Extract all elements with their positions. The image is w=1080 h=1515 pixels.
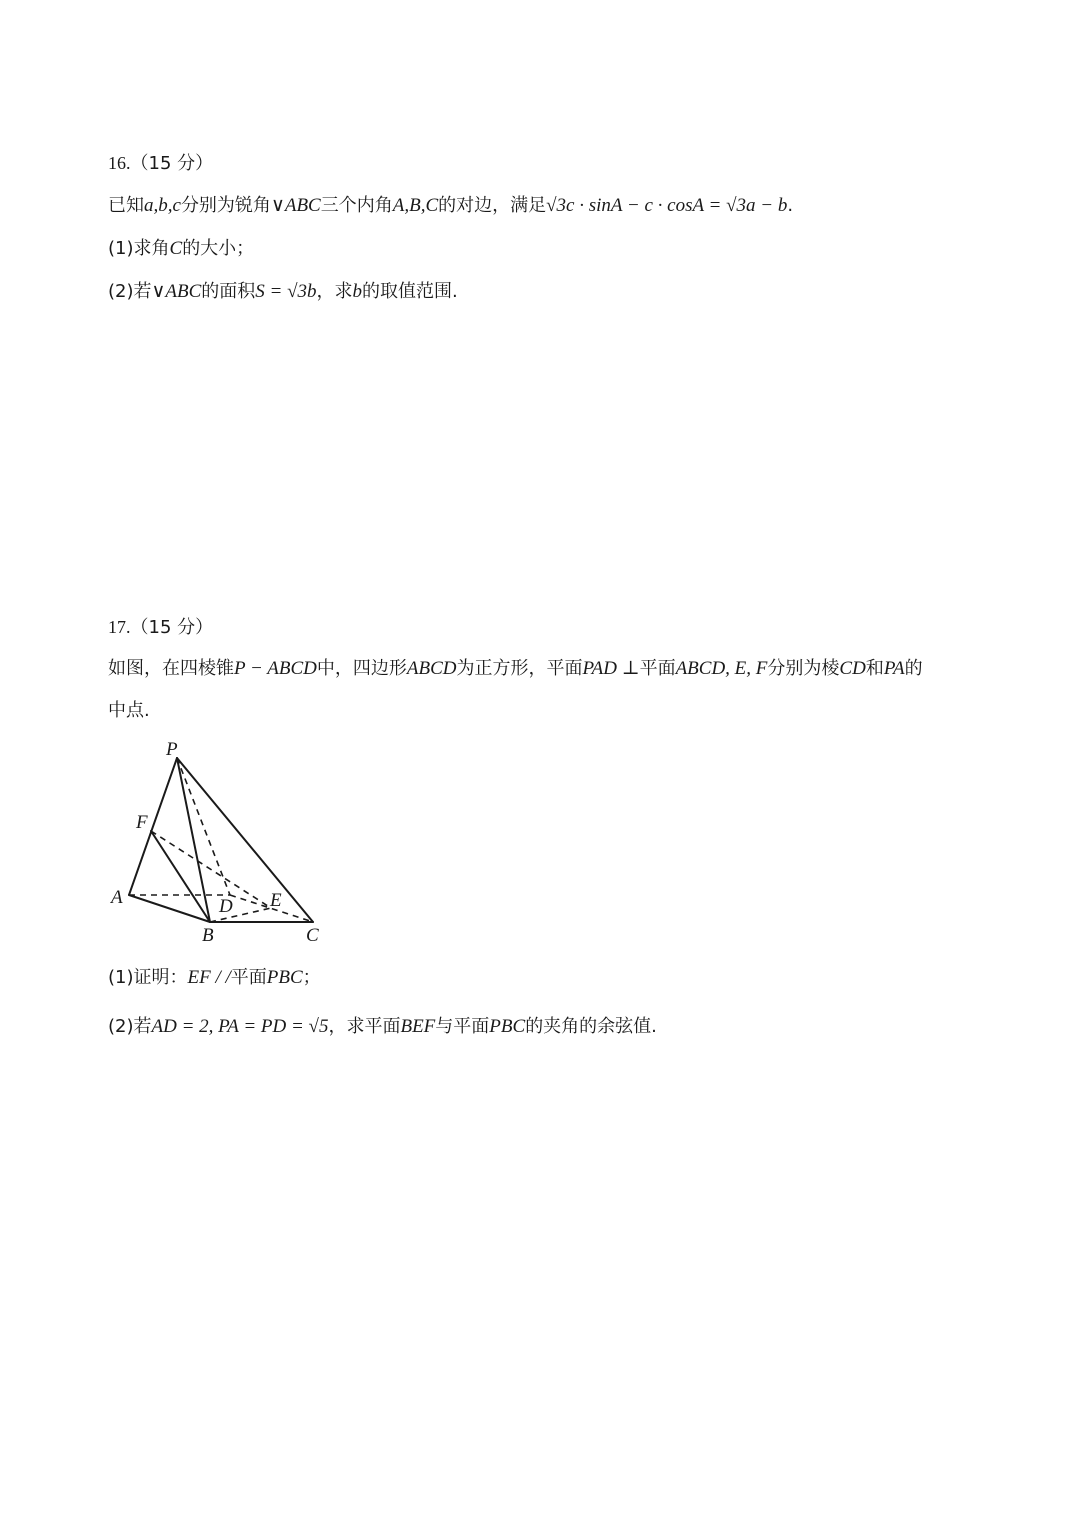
label-e: E [270,890,282,911]
edge-pc [177,758,313,922]
q17-part2-math-pbc: PBC [489,1016,526,1037]
q17-part1-math-pbc: PBC [266,967,303,988]
q16-part2-formula: S = √3b [255,281,317,302]
q17-part1-text-3: ； [302,967,321,988]
q17-part2-text-2: ，求平面 [328,1016,401,1037]
q16-part1-text-2: 的大小； [182,238,255,259]
label-b: B [202,925,214,946]
q17-stem-math-pa: PA [883,658,905,679]
q16-header [108,150,213,177]
q17-stem-line-2 [108,698,150,724]
label-a: A [111,887,123,908]
label-p: P [166,739,178,760]
q16-part2-math-triangle: ∨ABC [151,281,202,302]
q17-part2-text-1: (2)若 [108,1016,152,1037]
q16-part2 [108,279,458,305]
q17-stem-math-cd: CD [839,658,866,679]
label-c: C [306,925,319,946]
q17-part2-text-4: 的夹角的余弦值. [525,1016,657,1037]
q17-stem-text-7: 的 [904,658,923,679]
q17-stem-line-1 [108,656,923,682]
q17-stem-text-3: 为正方形，平面 [456,658,583,679]
q17-number: 17. [108,617,131,637]
q17-part1-text-1: (1)证明： [108,967,188,988]
q17-part1-math-ef: EF / / [187,967,231,988]
q17-part2-formula: AD = 2, PA = PD = √5 [151,1016,329,1037]
q17-stem-text-1: 如图，在四棱锥 [108,658,234,679]
q17-part2-math-bef: BEF [400,1016,436,1037]
q17-stem-math-pyramid: P − ABCD [234,658,317,679]
q16-number: 16. [108,153,131,173]
q17-part2 [108,1014,657,1040]
edge-ab [129,895,210,922]
q17-part1 [108,965,321,991]
q17-stem-text-6: 和 [865,658,884,679]
q16-part1 [108,236,254,262]
q17-part1-text-2: 平面 [230,967,267,988]
q17-stem-line-2-text: 中点. [108,700,150,721]
q16-part1-math-c: C [169,238,183,259]
q17-stem-math-plane-pad: PAD ⊥ [582,658,640,679]
q16-stem-text-3: 三个内角 [320,195,393,216]
q17-stem-math-square: ABCD [406,658,457,679]
q16-stem-formula: √3c · sinA − c · cosA = √3a − b [546,195,788,216]
q16-part2-text-4: 的取值范围. [362,281,458,302]
q16-part2-text-2: 的面积 [201,281,256,302]
q16-part1-text-1: (1)求角 [108,238,170,259]
q17-stem-text-2: 中，四边形 [316,658,407,679]
q16-stem-text-2: 分别为锐角 [180,195,271,216]
q16-stem-math-angles: A,B,C [392,195,439,216]
q17-stem-math-plane-abcd: ABCD, E, F [675,658,768,679]
q16-stem-text-5: . [787,195,794,216]
q17-part2-text-3: 与平面 [435,1016,490,1037]
label-d: D [219,896,233,917]
q16-stem-text-1: 已知 [108,195,144,216]
label-f: F [136,812,148,833]
pyramid-figure [100,735,340,950]
q17-stem-text-5: 分别为棱 [767,658,840,679]
q17-stem-text-4: 平面 [639,658,676,679]
q16-stem [108,193,793,219]
q16-part2-math-b: b [352,281,363,302]
q16-part2-text-3: ，求 [316,281,353,302]
segment-fe-hidden [151,831,271,908]
q17-header [108,614,213,641]
q16-stem-text-4: 的对边，满足 [438,195,547,216]
q16-stem-math-sides: a,b,c [144,195,181,216]
q17-score: （15 分） [130,617,214,638]
edge-pd-hidden [177,758,230,895]
q16-stem-math-triangle: ∨ABC [270,195,321,216]
q16-part2-text-1: (2)若 [108,281,152,302]
q16-score: （15 分） [130,153,214,174]
